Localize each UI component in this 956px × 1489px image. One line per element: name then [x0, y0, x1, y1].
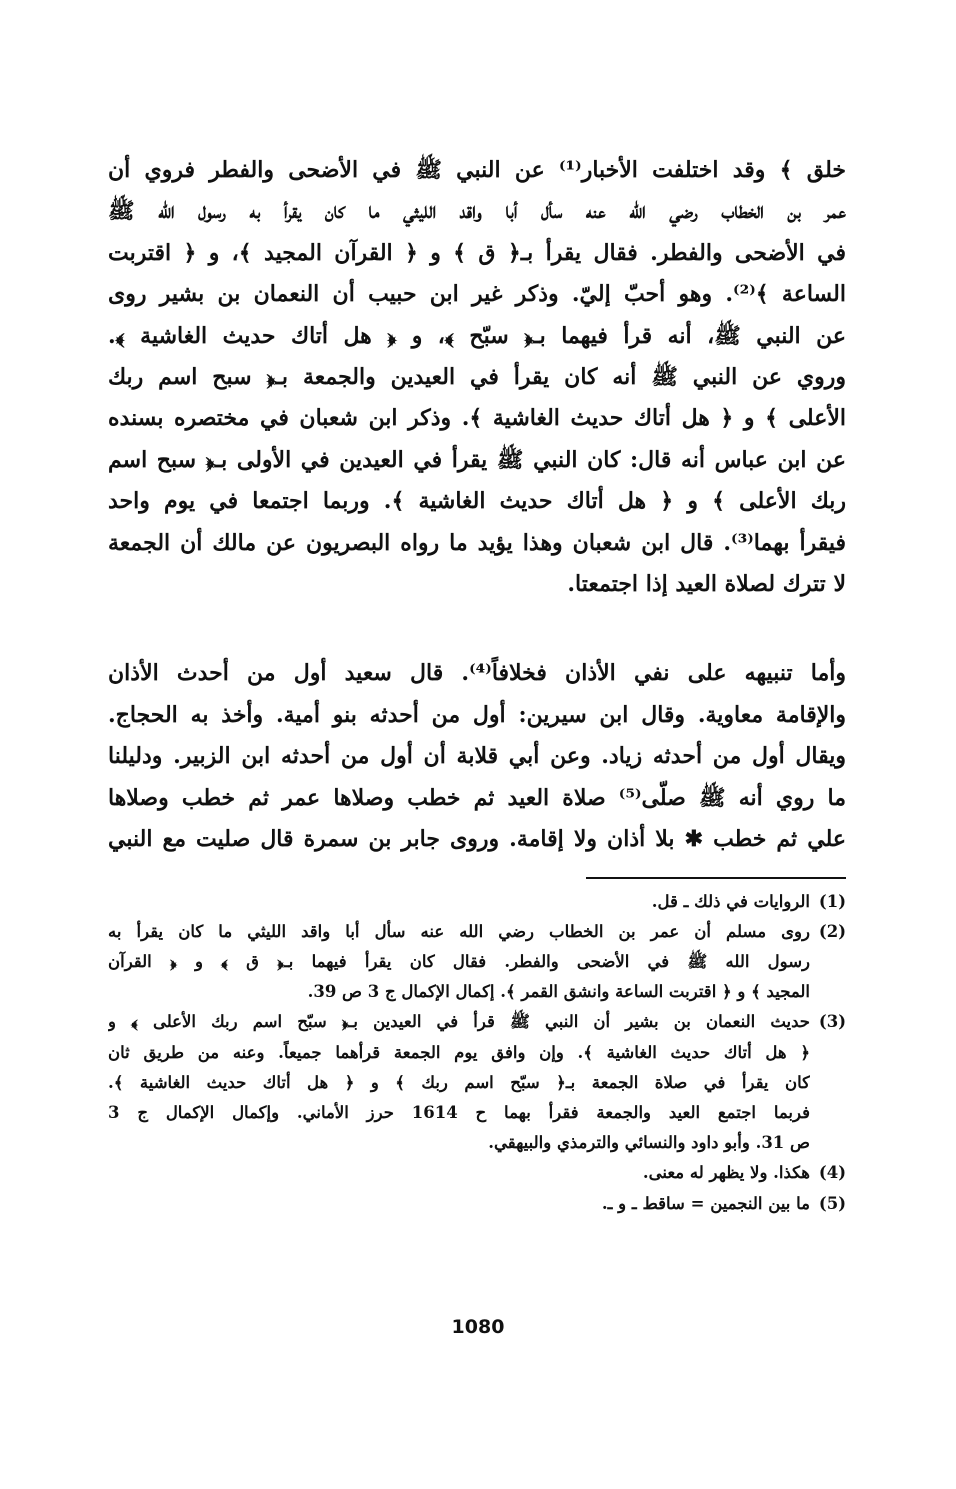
- text-line: هكذا. ولا يظهر له معنى.: [642, 1163, 810, 1183]
- text-line: وروي عن النبي ﷺ أنه كان يقرأ في العيدين والجمعة بـ﴿ سبح اسم ربك: [108, 364, 846, 391]
- footnote-separator: [586, 877, 846, 879]
- text-line: كان يقرأ في صلاة الجمعة بـ﴿ سبّح اسم ربك ﴾ و ﴿ هل أتاك حديث الغاشية ﴾.: [108, 1072, 810, 1092]
- text-line: روى مسلم أن عمر بن الخطاب رضي الله عنه سأل أبا واقد الليثي ما كان يقرأ به: [108, 921, 810, 941]
- text-line: حديث النعمان بن بشير أن النبي ﷺ قرأ في العيدين بـ﴿ سبّح اسم ربك الأعلى ﴾ و: [108, 1012, 810, 1032]
- text-line: ما روي أنه ﷺ صلّى⁽⁵⁾ صلاة العيد ثم خطب وصلاها عمر ثم خطب وصلاها: [108, 784, 846, 811]
- footnote-4: [108, 1158, 846, 1188]
- text-line: ربك الأعلى ﴾ و ﴿ هل أتاك حديث الغاشية ﴾. وربما اجتمعا في يوم واحد: [108, 488, 846, 515]
- text-line: الساعة ﴾⁽²⁾. وهو أحبّ إليّ. وذكر غير ابن حبيب أن النعمان بن بشير روى: [108, 281, 846, 308]
- text-line: الأعلى ﴾ و ﴿ هل أتاك حديث الغاشية ﴾. وذكر ابن شعبان في مختصره بسنده: [108, 405, 846, 432]
- text-line: عن النبي ﷺ، أنه قرأ فيهما بـ﴿ سبّح ﴾، و ﴿ هل أتاك حديث الغاشية ﴾.: [108, 322, 846, 349]
- footnote-number: (4): [818, 1163, 846, 1183]
- footnote-5: [108, 1189, 846, 1219]
- footnotes: [108, 887, 846, 1219]
- footnote-2: [108, 917, 846, 1008]
- text-line: خلق ﴾ وقد اختلفت الأخبار⁽¹⁾ عن النبي ﷺ في الأضحى والفطر فروي أن: [108, 157, 846, 183]
- text-line: رسول الله ﷺ في الأضحى والفطر. فقال كان يقرأ فيهما بـ﴿ ق ﴾ و ﴿ القرآن: [108, 951, 810, 971]
- footnote-text: [108, 1189, 810, 1219]
- page-number: 1080: [451, 1316, 505, 1338]
- footnote-text: [108, 917, 810, 1008]
- footnote-number: (3): [818, 1012, 846, 1032]
- text-line: فيقرأ بهما⁽³⁾. قال ابن شعبان وهذا يؤيد ما رواه البصريون عن مالك أن الجمعة: [108, 529, 846, 556]
- text-line: ﴿ هل أتاك حديث الغاشية ﴾. وإن وافق يوم الجمعة قرأهما جميعاً. وعنه من طريق ثان: [108, 1042, 810, 1062]
- text-line: لا تترك لصلاة العيد إذا اجتمعتا.: [567, 571, 846, 598]
- page-body: [108, 150, 846, 1219]
- footnote-number: (1): [818, 891, 846, 911]
- text-line: في الأضحى والفطر. فقال يقرأ بـ﴿ ق ﴾ و ﴿ القرآن المجيد ﴾، و ﴿ اقتربت: [108, 239, 846, 266]
- text-line: والإقامة معاوية. وقال ابن سيرين: أول من أحدثه بنو أمية. وأخذ به الحجاج.: [108, 701, 846, 728]
- text-line: ص 31. وأبو داود والنسائي والترمذي والبيهقي.: [488, 1133, 810, 1153]
- footnote-text: [108, 887, 810, 917]
- text-line: ويقال أول من أحدثه زياد. وعن أبي قلابة أن أول من أحدثه ابن الزبير. ودليلنا: [108, 743, 846, 770]
- text-line: فربما اجتمع العيد والجمعة فقرأ بهما ح 1614 حرز الأماني. وإكمال الإكمال ج 3: [108, 1102, 810, 1122]
- text-line: وأما تنبيهه على نفي الأذان فخلافاً⁽⁴⁾. قال سعيد أول من أحدث الأذان: [108, 660, 846, 687]
- text-line: المجيد ﴾ و ﴿ اقتربت الساعة وانشق القمر ﴾. إكمال الإكمال ج 3 ص 39.: [307, 982, 810, 1002]
- text-line: علي ثم خطب ✱ بلا أذان ولا إقامة. وروى جابر بن سمرة قال صليت مع النبي: [108, 826, 846, 853]
- text-line: الروايات في ذلك ـ قل.: [651, 891, 810, 911]
- footnote-text: [108, 1158, 810, 1188]
- text-line: ما بين النجمين = ساقط ـ و ـ.: [601, 1193, 810, 1213]
- paragraph-2: [108, 653, 846, 860]
- footnote-number: (2): [818, 921, 846, 941]
- footnote-3: [108, 1007, 846, 1158]
- footnote-1: [108, 887, 846, 917]
- footnote-number: (5): [818, 1193, 846, 1213]
- text-line: عن ابن عباس أنه قال: كان النبي ﷺ يقرأ في العيدين في الأولى بـ﴿ سبح اسم: [108, 446, 846, 473]
- paragraph-1: [108, 150, 846, 605]
- text-line: عمر بن الخطاب رضي الله عنه سأل أبا واقد الليثي ما كان يقرأ به رسول الله ﷺ: [108, 198, 846, 225]
- footnote-text: [108, 1007, 810, 1158]
- paragraph-gap: [108, 605, 846, 653]
